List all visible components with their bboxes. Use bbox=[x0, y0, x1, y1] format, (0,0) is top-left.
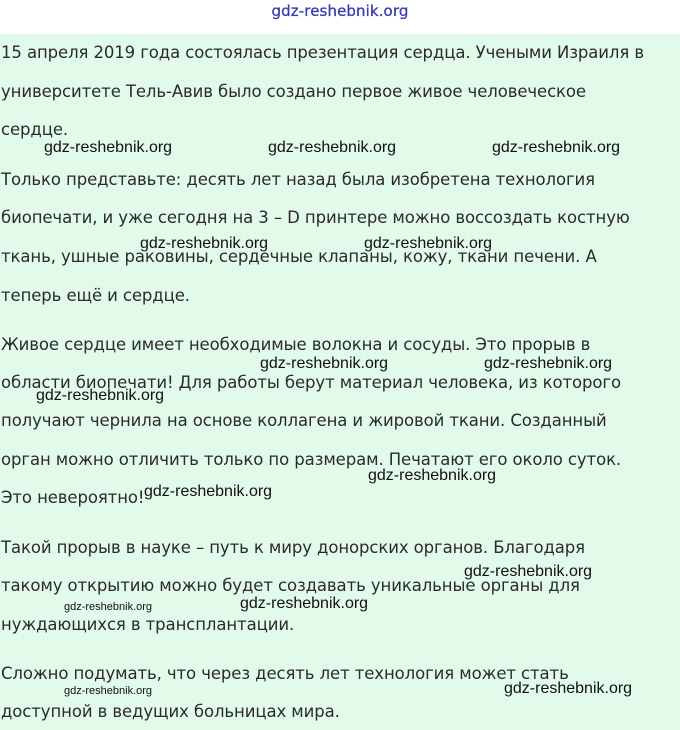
watermark: gdz-reshebnik.org bbox=[268, 139, 397, 156]
watermark: gdz-reshebnik.org bbox=[140, 235, 269, 252]
watermark: gdz-reshebnik.org bbox=[364, 235, 493, 252]
site-title: gdz-reshebnik.org bbox=[271, 2, 409, 20]
watermark: gdz-reshebnik.org bbox=[492, 139, 621, 156]
watermark: gdz-reshebnik.org bbox=[504, 680, 633, 697]
text-line: ткань, ушные раковины, сердечные клапаны, кожу, ткани печени. А bbox=[1, 247, 597, 266]
text-line: Только представьте: десять лет назад была изобретена технология bbox=[1, 170, 595, 189]
watermark: gdz-reshebnik.org bbox=[240, 595, 369, 612]
watermark: gdz-reshebnik.org bbox=[64, 685, 153, 697]
watermark: gdz-reshebnik.org bbox=[44, 139, 173, 156]
watermark: gdz-reshebnik.org bbox=[36, 387, 165, 404]
text-line: теперь ещё и сердце. bbox=[1, 286, 190, 305]
text-line: Такой прорыв в науке – путь к миру донорских органов. Благодаря bbox=[1, 538, 585, 557]
watermark: gdz-reshebnik.org bbox=[260, 355, 389, 372]
text-line: Живое сердце имеет необходимые волокна и сосуды. Это прорыв в bbox=[1, 335, 591, 354]
text-line: доступной в ведущих больницах мира. bbox=[1, 702, 340, 721]
text-line: области биопечати! Для работы берут материал человека, из которого bbox=[1, 373, 621, 392]
watermark: gdz-reshebnik.org bbox=[464, 563, 593, 580]
text-line: университете Тель-Авив было создано первое живое человеческое bbox=[1, 82, 586, 101]
watermark: gdz-reshebnik.org bbox=[484, 355, 613, 372]
watermark: gdz-reshebnik.org bbox=[144, 483, 273, 500]
text-line: Это невероятно! bbox=[1, 488, 145, 507]
watermark: gdz-reshebnik.org bbox=[368, 467, 497, 484]
text-line: Сложно подумать, что через десять лет технология может стать bbox=[1, 664, 569, 683]
text-line: 15 апреля 2019 года состоялась презентация сердца. Учеными Израиля в bbox=[1, 43, 644, 62]
site-header bbox=[0, 0, 680, 34]
text-line: биопечати, и уже сегодня на 3 – D принтере можно воссоздать костную bbox=[1, 208, 630, 227]
text-line: сердце. bbox=[1, 120, 69, 139]
text-line: орган можно отличить только по размерам. Печатают его около суток. bbox=[1, 450, 622, 469]
text-line: получают чернила на основе коллагена и жировой ткани. Созданный bbox=[1, 411, 607, 430]
watermark: gdz-reshebnik.org bbox=[64, 601, 153, 613]
text-line: такому открытию можно будет создавать уникальные органы для bbox=[1, 576, 580, 595]
text-line: нуждающихся в трансплантации. bbox=[1, 615, 295, 634]
